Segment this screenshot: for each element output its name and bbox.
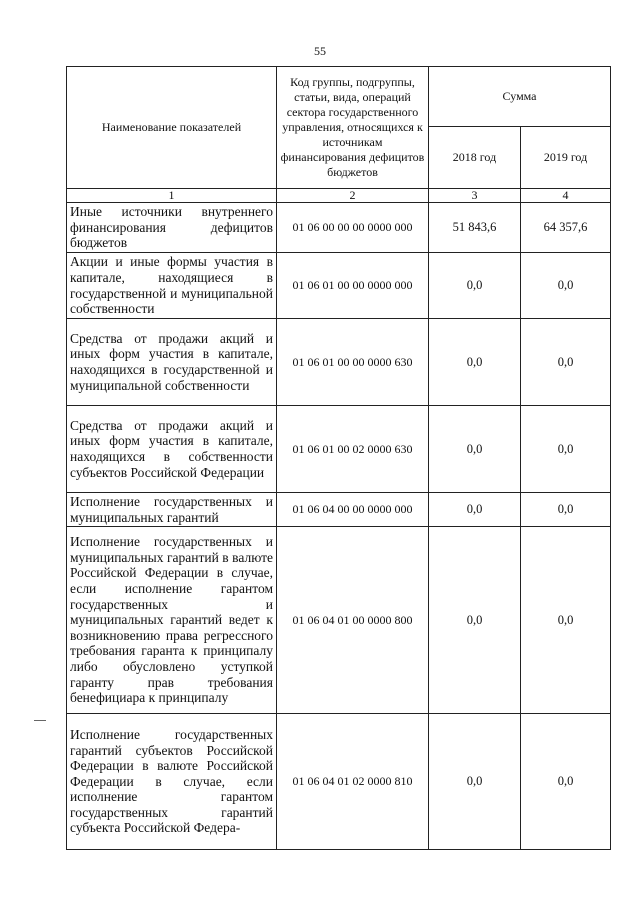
header-name: Наименование показателей bbox=[67, 67, 277, 189]
table-row bbox=[67, 527, 611, 714]
row-value-2019: 0,0 bbox=[521, 493, 611, 527]
row-value-2018: 0,0 bbox=[429, 406, 521, 493]
row-value-2019: 0,0 bbox=[521, 527, 611, 714]
row-value-2018: 0,0 bbox=[429, 253, 521, 319]
column-number: 3 bbox=[429, 189, 521, 203]
column-number: 4 bbox=[521, 189, 611, 203]
row-value-2019: 64 357,6 bbox=[521, 203, 611, 253]
row-value-2019: 0,0 bbox=[521, 253, 611, 319]
row-value-2018: 0,0 bbox=[429, 319, 521, 406]
table-row bbox=[67, 493, 611, 527]
row-value-2018: 0,0 bbox=[429, 527, 521, 714]
column-number-row bbox=[67, 189, 611, 203]
table-row bbox=[67, 319, 611, 406]
row-value-2018: 0,0 bbox=[429, 493, 521, 527]
row-code: 01 06 01 00 00 0000 000 bbox=[277, 253, 429, 319]
table-row bbox=[67, 406, 611, 493]
header-sum: Сумма bbox=[429, 67, 611, 127]
row-name: Акции и иные формы участия в капитале, находящиеся в государственной и муниципальной собственности bbox=[67, 253, 277, 319]
row-name: Средства от продажи акций и иных форм участия в капитале, находящихся в собственности субъектов Российской Федерации bbox=[67, 406, 277, 493]
header-year-2018: 2018 год bbox=[429, 127, 521, 189]
row-value-2019: 0,0 bbox=[521, 406, 611, 493]
row-name: Средства от продажи акций и иных форм участия в капитале, находящихся в государственной и муниципальной собственности bbox=[67, 319, 277, 406]
margin-mark bbox=[34, 720, 46, 721]
row-code: 01 06 01 00 00 0000 630 bbox=[277, 319, 429, 406]
budget-sources-table bbox=[66, 66, 611, 850]
row-value-2019: 0,0 bbox=[521, 714, 611, 850]
row-code: 01 06 01 00 02 0000 630 bbox=[277, 406, 429, 493]
row-value-2019: 0,0 bbox=[521, 319, 611, 406]
column-number: 2 bbox=[277, 189, 429, 203]
header-code: Код группы, подгруппы, статьи, вида, операций сектора государственного управления, относящихся к источникам финансирования дефицитов бюджетов bbox=[277, 67, 429, 189]
row-name: Иные источники внутреннего финансирования дефицитов бюджетов bbox=[67, 203, 277, 253]
row-code: 01 06 04 01 02 0000 810 bbox=[277, 714, 429, 850]
table-row bbox=[67, 714, 611, 850]
table-row bbox=[67, 253, 611, 319]
row-value-2018: 51 843,6 bbox=[429, 203, 521, 253]
page-number: 55 bbox=[314, 44, 326, 58]
column-number: 1 bbox=[67, 189, 277, 203]
row-value-2018: 0,0 bbox=[429, 714, 521, 850]
header-year-2019: 2019 год bbox=[521, 127, 611, 189]
row-code: 01 06 04 01 00 0000 800 bbox=[277, 527, 429, 714]
table-row bbox=[67, 203, 611, 253]
row-name: Исполнение государственных и муниципальных гарантий в валюте Российской Федерации в случае, если исполнение гарантом государственных и муниципальных гарантий ведет к возникновению права регрессного требования гаранта к принципалу либо обусловлено уступкой гаранту прав требования бенефициара к принципалу bbox=[67, 527, 277, 714]
row-name: Исполнение государственных и муниципальных гарантий bbox=[67, 493, 277, 527]
row-code: 01 06 04 00 00 0000 000 bbox=[277, 493, 429, 527]
row-name: Исполнение государственных гарантий субъектов Российской Федерации в валюте Российской Федерации в случае, если исполнение гарантом государственных гарантий субъекта Российской Федера- bbox=[67, 714, 277, 850]
row-code: 01 06 00 00 00 0000 000 bbox=[277, 203, 429, 253]
